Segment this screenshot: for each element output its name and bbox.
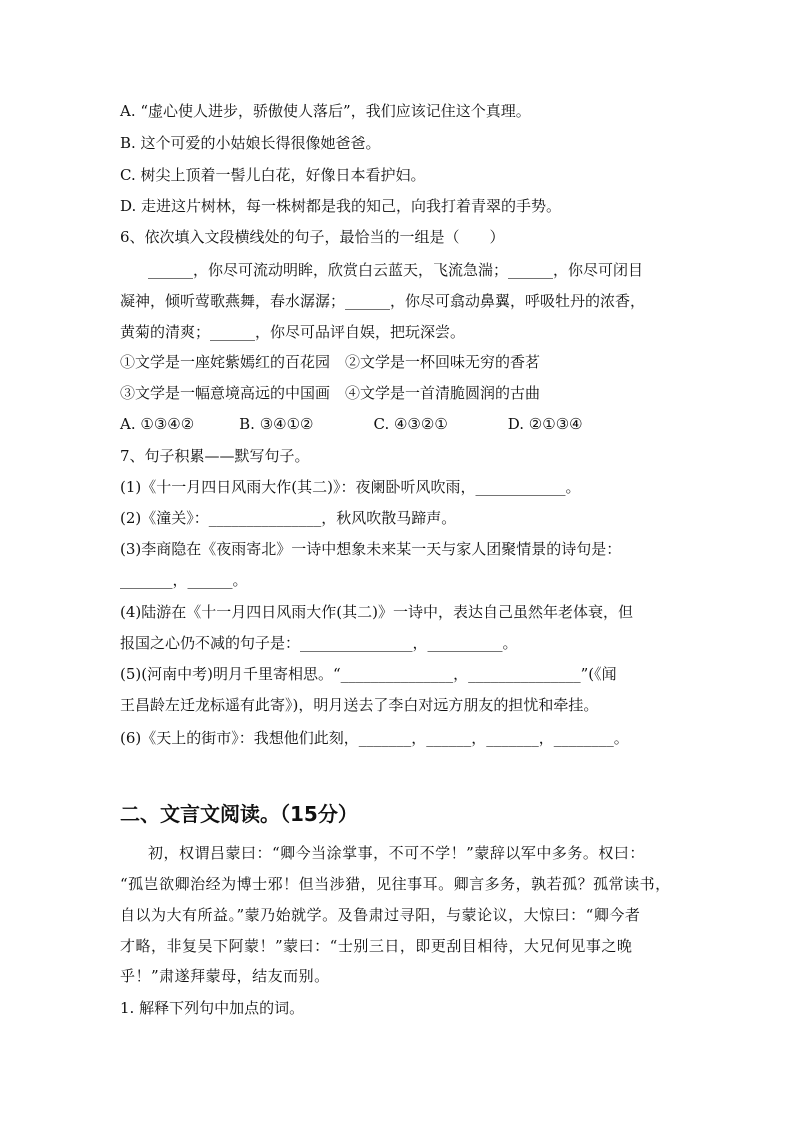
q7-item-6: (6)《天上的街市》：我想他们此刻，_______，______，_______，________。 — [120, 729, 629, 747]
section-2-question-1: 1. 解释下列句中加点的词。 — [120, 999, 305, 1017]
option-b: B. 这个可爱的小姑娘长得很像她爸爸。 — [120, 134, 381, 152]
q7-item-5-line-2: 王昌龄左迁龙标遥有此寄》)，明月送去了李白对远方朋友的担忧和牵挂。 — [120, 696, 599, 714]
q7-item-3-line-1: (3)李商隐在《夜雨寄北》一诗中想象未来某一天与家人团聚情景的诗句是： — [120, 540, 622, 558]
option-c: C. 树尖上顶着一髻儿白花，好像日本看护妇。 — [120, 166, 426, 184]
q6-passage-line-2: 凝神，倾听莺歌燕舞，春水潺潺；______，你尽可翕动鼻翼，呼吸牡丹的浓香， — [120, 292, 646, 310]
option-d: D. 走进这片树林，每一株树都是我的知己，向我打着青翠的手势。 — [120, 197, 562, 215]
q6-passage-line-1: ______，你尽可流动明眸，欣赏白云蓝天，飞流急湍；______，你尽可闭目 — [148, 261, 644, 279]
classical-text-line-2: “孤岂欲卿治经为博士邪！但当涉猎，见往事耳。卿言多务，孰若孤？孤常读书， — [120, 875, 671, 893]
q7-item-4-line-2: 报国之心仍不减的句子是：_______________，__________。 — [120, 634, 518, 652]
q7-item-1: (1)《十一月四日风雨大作(其二)》：夜阑卧听风吹雨，____________。 — [120, 478, 581, 496]
classical-text-line-3: 自以为大有所益。”蒙乃始就学。及鲁肃过寻阳，与蒙论议，大惊曰：“卿今者 — [120, 906, 641, 924]
q6-passage-line-3: 黄菊的清爽；______，你尽可品评自娱，把玩深尝。 — [120, 323, 466, 341]
section-2-heading: 二、文言文阅读。（15分） — [120, 802, 358, 826]
q6-answer-options: A. ①③④② B. ③④①② C. ④③②① D. ②①③④ — [120, 415, 583, 433]
q7-item-5-line-1: (5)(河南中考)明月千里寄相思。“_______________，_______________”(《闻 — [120, 665, 617, 683]
q7-item-3-line-2: _______，______。 — [120, 571, 248, 589]
classical-text-line-5: 乎！”肃遂拜蒙母，结友而别。 — [120, 967, 330, 985]
q6-choices-line-2: ③文学是一幅意境高远的中国画 ④文学是一首清脆圆润的古曲 — [120, 384, 541, 402]
question-7-stem: 7、句子积累——默写句子。 — [120, 447, 310, 465]
question-6-stem: 6、依次填入文段横线处的句子，最恰当的一组是（ ） — [120, 228, 505, 246]
classical-text-line-4: 才略，非复吴下阿蒙！”蒙曰：“士别三日，即更刮目相待，大兄何见事之晚 — [120, 937, 633, 955]
classical-text-line-1: 初，权谓吕蒙曰：“卿今当涂掌事，不可不学！”蒙辞以军中多务。权曰： — [148, 844, 645, 862]
q6-choices-line-1: ①文学是一座姹紫嫣红的百花园 ②文学是一杯回味无穷的香茗 — [120, 353, 541, 371]
q7-item-2: (2)《潼关》：_______________，秋风吹散马蹄声。 — [120, 509, 457, 527]
option-a: A. “虚心使人进步，骄傲使人落后”，我们应该记住这个真理。 — [120, 102, 531, 120]
q7-item-4-line-1: (4)陆游在《十一月四日风雨大作(其二)》一诗中，表达自己虽然年老体衰，但 — [120, 603, 633, 621]
